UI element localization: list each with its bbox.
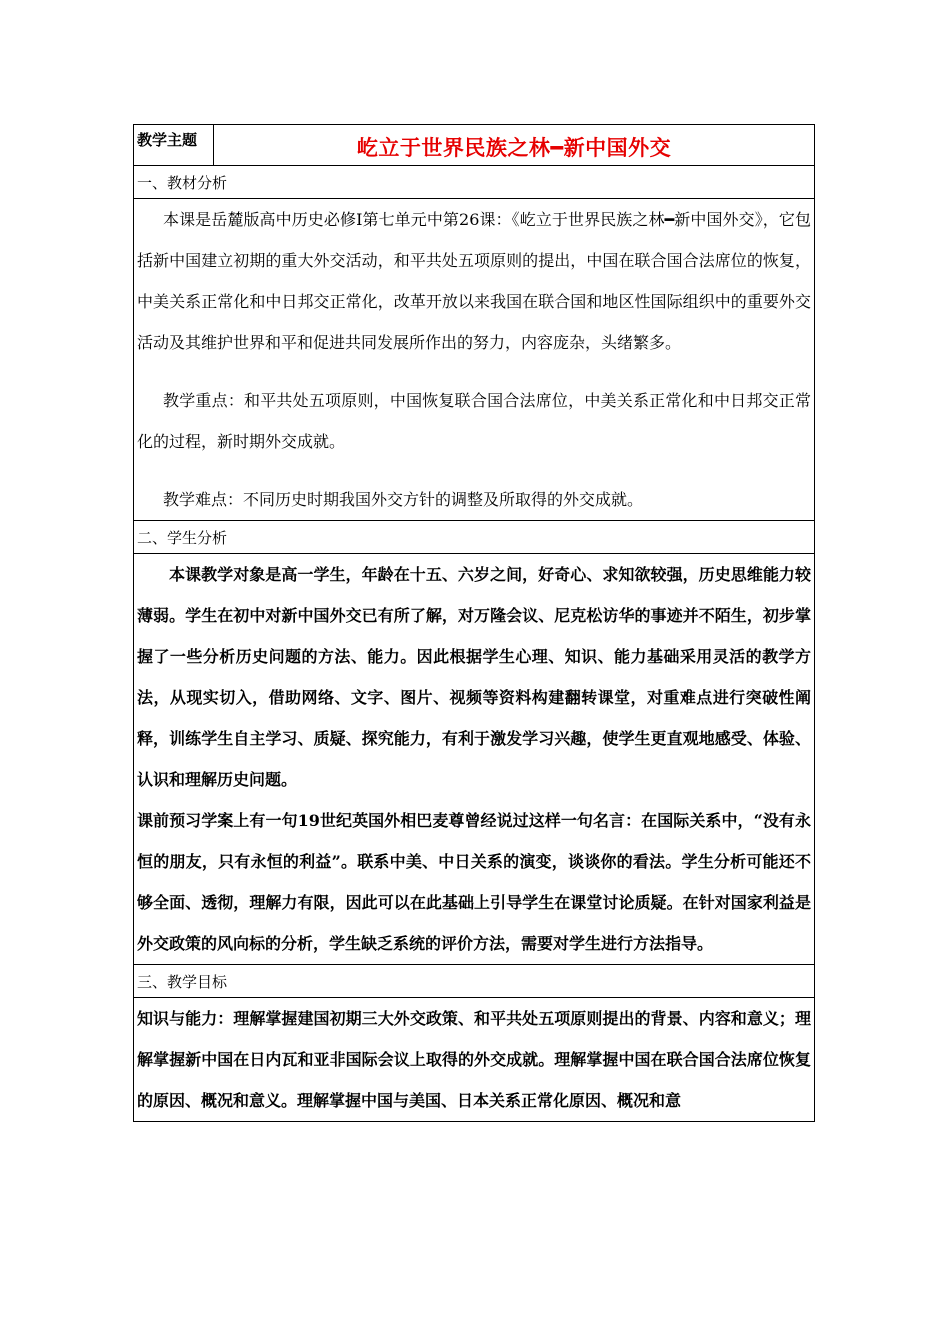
section1-heading-row [134,166,815,199]
key-points-paragraph: 教学重点：和平共处五项原则，中国恢复联合国合法席位，中美关系正常化和中日邦交正常化的过程，新时期外交成就。 [137,391,811,451]
difficult-points-paragraph: 教学难点：不同历史时期我国外交方针的调整及所取得的外交成就。 [163,490,644,509]
section2-heading-row [134,521,815,554]
section1-heading: 一、教材分析 [134,166,815,199]
section1-body [134,199,815,521]
section1-body-row [134,199,815,521]
preview-task-paragraph: 课前预习学案上有一句19世纪英国外相巴麦尊曾经说过这样一句名言：在国际关系中，“没有永恒的朋友，只有永恒的利益”。联系中美、中日关系的演变，谈谈你的看法。学生分析可能还不够全面、透彻，理解力有限，因此可以在此基础上引导学生在课堂讨论质疑。在针对国家利益是外交政策的风向标的分析，学生缺乏系统的评价方法，需要对学生进行方法指导。 [137,811,811,953]
lesson-title: 屹立于世界民族之林━新中国外交 [356,135,672,160]
section3-body-row [134,998,815,1122]
section2-body-row [134,554,815,965]
section3-body [134,998,815,1122]
title-cell [214,125,815,166]
knowledge-objective-paragraph: 知识与能力：理解掌握建国初期三大外交政策、和平共处五项原则提出的背景、内容和意义；理解掌握新中国在日内瓦和亚非国际会议上取得的外交成就。理解掌握中国在联合国合法席位恢复的原因、概况和意义。理解掌握中国与美国、日本关系正常化原因、概况和意 [137,1009,811,1110]
section2-heading: 二、学生分析 [134,521,815,554]
textbook-analysis-paragraph: 本课是岳麓版高中历史必修Ⅰ第七单元中第26课：《屹立于世界民族之林━新中国外交》，它包括新中国建立初期的重大外交活动，和平共处五项原则的提出，中国在联合国合法席位的恢复，中美关系正常化和中日邦交正常化，改革开放以来我国在联合国和地区性国际组织中的重要外交活动及其维护世界和平和促进共同发展所作出的努力，内容庞杂，头绪繁多。 [137,210,811,352]
topic-label: 教学主题 [134,125,214,166]
section2-body [134,554,815,965]
header-row [134,125,815,166]
lesson-plan-document [133,124,814,1122]
section3-heading: 三、教学目标 [134,965,815,998]
lesson-plan-table [133,124,815,1122]
section3-heading-row [134,965,815,998]
student-analysis-paragraph: 本课教学对象是高一学生，年龄在十五、六岁之间，好奇心、求知欲较强，历史思维能力较薄弱。学生在初中对新中国外交已有所了解，对万隆会议、尼克松访华的事迹并不陌生，初步掌握了一些分析历史问题的方法、能力。因此根据学生心理、知识、能力基础采用灵活的教学方法，从现实切入，借助网络、文字、图片、视频等资料构建翻转课堂，对重难点进行突破性阐释，训练学生自主学习、质疑、探究能力，有利于激发学习兴趣，使学生更直观地感受、体验、认识和理解历史问题。 [137,565,811,789]
